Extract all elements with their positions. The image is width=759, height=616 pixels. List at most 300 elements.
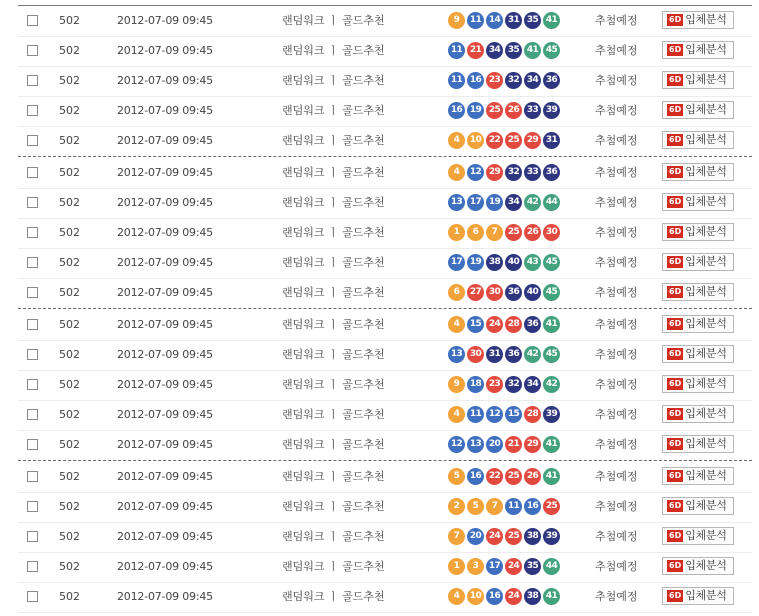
lotto-ball: 30 [543, 224, 560, 241]
list-item [18, 188, 752, 219]
lotto-numbers [448, 588, 562, 606]
lotto-numbers [448, 376, 562, 394]
3d-analysis-button[interactable] [662, 467, 734, 485]
draw-status: 추첨예정 [595, 74, 638, 87]
lotto-ball: 16 [486, 588, 503, 605]
lotto-ball: 4 [448, 132, 465, 149]
lotto-ball: 18 [467, 376, 484, 393]
3d-analysis-button[interactable] [662, 435, 734, 453]
select-checkbox[interactable] [27, 439, 38, 450]
round-number: 502 [59, 590, 80, 603]
draw-status: 추첨예정 [595, 226, 638, 239]
list-item [18, 462, 752, 493]
lotto-numbers [448, 316, 562, 334]
list-item [18, 522, 752, 553]
created-datetime: 2012-07-09 09:45 [117, 104, 213, 117]
recommend-method: 랜덤워크 ㅣ 골드추천 [282, 104, 385, 117]
draw-status: 추첨예정 [595, 530, 638, 543]
6d-badge-icon: 6D [669, 287, 682, 296]
lotto-ball: 40 [505, 254, 522, 271]
draw-status: 추첨예정 [595, 378, 638, 391]
recommend-method: 랜덤워크 ㅣ 골드추천 [282, 74, 385, 87]
recommend-method: 랜덤워크 ㅣ 골드추천 [282, 286, 385, 299]
3d-analysis-button[interactable] [662, 345, 734, 363]
draw-status: 추첨예정 [595, 134, 638, 147]
lotto-ball: 41 [543, 468, 560, 485]
list-item [18, 492, 752, 523]
lotto-ball: 22 [486, 132, 503, 149]
lotto-ball: 31 [505, 12, 522, 29]
select-checkbox[interactable] [27, 409, 38, 420]
recommend-method: 랜덤워크 ㅣ 골드추천 [282, 318, 385, 331]
list-item [18, 96, 752, 127]
select-checkbox[interactable] [27, 15, 38, 26]
lotto-ball: 32 [505, 376, 522, 393]
6d-badge-icon: 6D [669, 75, 682, 84]
created-datetime: 2012-07-09 09:45 [117, 166, 213, 179]
recommend-method: 랜덤워크 ㅣ 골드추천 [282, 134, 385, 147]
3d-analysis-button[interactable] [662, 315, 734, 333]
lotto-ball: 25 [505, 528, 522, 545]
lotto-numbers [448, 468, 562, 486]
round-number: 502 [59, 378, 80, 391]
lotto-ball: 19 [486, 194, 503, 211]
lotto-ball: 41 [524, 42, 541, 59]
round-number: 502 [59, 560, 80, 573]
lotto-ball: 23 [486, 376, 503, 393]
created-datetime: 2012-07-09 09:45 [117, 560, 213, 573]
lotto-ball: 11 [505, 498, 522, 515]
lotto-ball: 12 [486, 406, 503, 423]
draw-status: 추첨예정 [595, 166, 638, 179]
recommend-method: 랜덤워크 ㅣ 골드추천 [282, 438, 385, 451]
lotto-ball: 17 [448, 254, 465, 271]
created-datetime: 2012-07-09 09:45 [117, 378, 213, 391]
lotto-ball: 45 [543, 254, 560, 271]
lotto-ball: 26 [524, 224, 541, 241]
lotto-ball: 30 [486, 284, 503, 301]
round-number: 502 [59, 196, 80, 209]
lotto-ball: 34 [524, 72, 541, 89]
created-datetime: 2012-07-09 09:45 [117, 44, 213, 57]
round-number: 502 [59, 438, 80, 451]
lotto-ball: 4 [448, 406, 465, 423]
analysis-button-label: 입체분석 [685, 407, 727, 420]
round-number: 502 [59, 500, 80, 513]
select-checkbox[interactable] [27, 319, 38, 330]
lotto-ball: 41 [543, 588, 560, 605]
3d-analysis-button[interactable] [662, 375, 734, 393]
lotto-ball: 9 [448, 12, 465, 29]
6d-badge-icon: 6D [669, 379, 682, 388]
lotto-numbers [448, 346, 562, 364]
round-number: 502 [59, 530, 80, 543]
6d-badge-icon: 6D [669, 167, 682, 176]
analysis-button-label: 입체분석 [685, 255, 727, 268]
lotto-ball: 25 [543, 498, 560, 515]
lotto-ball: 19 [467, 254, 484, 271]
lotto-ball: 9 [448, 376, 465, 393]
lotto-ball: 29 [524, 132, 541, 149]
lotto-ball: 19 [467, 102, 484, 119]
6d-badge-icon: 6D [669, 227, 682, 236]
draw-status: 추첨예정 [595, 408, 638, 421]
analysis-button-label: 입체분석 [685, 529, 727, 542]
lotto-ball: 35 [524, 558, 541, 575]
3d-analysis-button[interactable] [662, 71, 734, 89]
lotto-ball: 29 [524, 436, 541, 453]
round-number: 502 [59, 256, 80, 269]
created-datetime: 2012-07-09 09:45 [117, 348, 213, 361]
round-number: 502 [59, 470, 80, 483]
lotto-ball: 4 [448, 164, 465, 181]
lotto-ball: 20 [486, 436, 503, 453]
recommend-method: 랜덤워크 ㅣ 골드추천 [282, 44, 385, 57]
list-item [18, 430, 752, 461]
analysis-button-label: 입체분석 [685, 103, 727, 116]
3d-analysis-button[interactable] [662, 283, 734, 301]
3d-analysis-button[interactable] [662, 131, 734, 149]
recommend-method: 랜덤워크 ㅣ 골드추천 [282, 14, 385, 27]
lotto-ball: 25 [505, 468, 522, 485]
analysis-button-label: 입체분석 [685, 195, 727, 208]
lotto-ball: 7 [486, 224, 503, 241]
created-datetime: 2012-07-09 09:45 [117, 470, 213, 483]
lotto-ball: 10 [467, 132, 484, 149]
lotto-ball: 21 [467, 42, 484, 59]
lotto-numbers [448, 194, 562, 212]
list-item [18, 248, 752, 279]
3d-analysis-button[interactable] [662, 587, 734, 605]
lotto-ball: 4 [448, 316, 465, 333]
select-checkbox[interactable] [27, 227, 38, 238]
draw-status: 추첨예정 [595, 438, 638, 451]
lotto-ball: 16 [448, 102, 465, 119]
lotto-ball: 7 [486, 498, 503, 515]
draw-status: 추첨예정 [595, 470, 638, 483]
recommend-method: 랜덤워크 ㅣ 골드추천 [282, 500, 385, 513]
list-item [18, 158, 752, 189]
lotto-ball: 42 [524, 194, 541, 211]
lotto-ball: 43 [524, 254, 541, 271]
lotto-ball: 13 [448, 346, 465, 363]
select-checkbox[interactable] [27, 167, 38, 178]
round-number: 502 [59, 134, 80, 147]
recommend-method: 랜덤워크 ㅣ 골드추천 [282, 530, 385, 543]
analysis-button-label: 입체분석 [685, 133, 727, 146]
lotto-ball: 12 [467, 164, 484, 181]
lotto-ball: 39 [543, 102, 560, 119]
created-datetime: 2012-07-09 09:45 [117, 74, 213, 87]
lotto-ball: 1 [448, 224, 465, 241]
created-datetime: 2012-07-09 09:45 [117, 318, 213, 331]
select-checkbox[interactable] [27, 471, 38, 482]
6d-badge-icon: 6D [669, 257, 682, 266]
draw-status: 추첨예정 [595, 500, 638, 513]
lotto-numbers [448, 132, 562, 150]
recommend-method: 랜덤워크 ㅣ 골드추천 [282, 196, 385, 209]
6d-badge-icon: 6D [669, 105, 682, 114]
draw-status: 추첨예정 [595, 104, 638, 117]
lotto-ball: 26 [524, 468, 541, 485]
analysis-button-label: 입체분석 [685, 589, 727, 602]
3d-analysis-button[interactable] [662, 527, 734, 545]
lotto-ball: 36 [543, 164, 560, 181]
lotto-ball: 35 [505, 42, 522, 59]
lotto-ball: 4 [448, 588, 465, 605]
round-number: 502 [59, 166, 80, 179]
lotto-numbers [448, 254, 562, 272]
6d-badge-icon: 6D [669, 135, 682, 144]
analysis-button-label: 입체분석 [685, 499, 727, 512]
lotto-ball: 42 [524, 346, 541, 363]
select-checkbox[interactable] [27, 561, 38, 572]
lotto-ball: 33 [524, 102, 541, 119]
list-item [18, 582, 752, 613]
lotto-numbers [448, 406, 562, 424]
recommend-method: 랜덤워크 ㅣ 골드추천 [282, 378, 385, 391]
lotto-ball: 5 [448, 468, 465, 485]
lotto-ball: 30 [467, 346, 484, 363]
lotto-ball: 32 [505, 164, 522, 181]
list-item [18, 66, 752, 97]
lotto-ball: 29 [486, 164, 503, 181]
created-datetime: 2012-07-09 09:45 [117, 286, 213, 299]
recommend-method: 랜덤워크 ㅣ 골드추천 [282, 408, 385, 421]
analysis-button-label: 입체분석 [685, 377, 727, 390]
select-checkbox[interactable] [27, 379, 38, 390]
select-checkbox[interactable] [27, 591, 38, 602]
draw-status: 추첨예정 [595, 14, 638, 27]
analysis-button-label: 입체분석 [685, 469, 727, 482]
3d-analysis-button[interactable] [662, 223, 734, 241]
lotto-ball: 24 [486, 528, 503, 545]
round-number: 502 [59, 74, 80, 87]
draw-status: 추첨예정 [595, 286, 638, 299]
list-item [18, 278, 752, 309]
lotto-ball: 25 [486, 102, 503, 119]
3d-analysis-button[interactable] [662, 557, 734, 575]
created-datetime: 2012-07-09 09:45 [117, 196, 213, 209]
lotto-ball: 45 [543, 42, 560, 59]
6d-badge-icon: 6D [669, 45, 682, 54]
lotto-ball: 39 [543, 528, 560, 545]
draw-status: 추첨예정 [595, 348, 638, 361]
lotto-ball: 23 [486, 72, 503, 89]
list-item [18, 400, 752, 431]
lotto-ball: 15 [467, 316, 484, 333]
recommend-method: 랜덤워크 ㅣ 골드추천 [282, 226, 385, 239]
lotto-ball: 28 [524, 406, 541, 423]
3d-analysis-button[interactable] [662, 41, 734, 59]
select-checkbox[interactable] [27, 257, 38, 268]
analysis-button-label: 입체분석 [685, 13, 727, 26]
created-datetime: 2012-07-09 09:45 [117, 500, 213, 513]
lotto-ball: 41 [543, 12, 560, 29]
list-item [18, 310, 752, 341]
select-checkbox[interactable] [27, 349, 38, 360]
6d-badge-icon: 6D [669, 197, 682, 206]
recommend-method: 랜덤워크 ㅣ 골드추천 [282, 470, 385, 483]
lotto-ball: 17 [486, 558, 503, 575]
list-item [18, 552, 752, 583]
lotto-ball: 39 [543, 406, 560, 423]
lotto-ball: 15 [505, 406, 522, 423]
lotto-ball: 16 [467, 468, 484, 485]
lotto-ball: 11 [448, 42, 465, 59]
lotto-numbers [448, 498, 562, 516]
select-checkbox[interactable] [27, 287, 38, 298]
select-checkbox[interactable] [27, 135, 38, 146]
lotto-ball: 44 [543, 194, 560, 211]
lotto-ball: 24 [486, 316, 503, 333]
lotto-numbers [448, 42, 562, 60]
lotto-ball: 16 [524, 498, 541, 515]
recommend-method: 랜덤워크 ㅣ 골드추천 [282, 256, 385, 269]
lotto-ball: 31 [543, 132, 560, 149]
lotto-ball: 24 [505, 588, 522, 605]
lotto-ball: 11 [448, 72, 465, 89]
lotto-ball: 36 [524, 316, 541, 333]
round-number: 502 [59, 44, 80, 57]
6d-badge-icon: 6D [669, 471, 682, 480]
lotto-ball: 2 [448, 498, 465, 515]
6d-badge-icon: 6D [669, 561, 682, 570]
round-number: 502 [59, 226, 80, 239]
lotto-ball: 35 [524, 12, 541, 29]
select-checkbox[interactable] [27, 75, 38, 86]
recommend-method: 랜덤워크 ㅣ 골드추천 [282, 590, 385, 603]
lotto-ball: 10 [467, 588, 484, 605]
draw-status: 추첨예정 [595, 196, 638, 209]
lotto-ball: 5 [467, 498, 484, 515]
created-datetime: 2012-07-09 09:45 [117, 134, 213, 147]
list-item [18, 36, 752, 67]
lotto-numbers [448, 102, 562, 120]
list-item [18, 370, 752, 401]
lotto-ball: 7 [448, 528, 465, 545]
lotto-ball: 34 [524, 376, 541, 393]
lotto-ball: 34 [486, 42, 503, 59]
lotto-ball: 25 [505, 224, 522, 241]
analysis-button-label: 입체분석 [685, 73, 727, 86]
lotto-numbers [448, 72, 562, 90]
lotto-ball: 36 [505, 346, 522, 363]
select-checkbox[interactable] [27, 45, 38, 56]
created-datetime: 2012-07-09 09:45 [117, 438, 213, 451]
list-item [18, 6, 752, 37]
created-datetime: 2012-07-09 09:45 [117, 590, 213, 603]
lotto-ball: 31 [486, 346, 503, 363]
lotto-ball: 21 [505, 436, 522, 453]
created-datetime: 2012-07-09 09:45 [117, 530, 213, 543]
analysis-button-label: 입체분석 [685, 43, 727, 56]
lotto-ball: 24 [505, 558, 522, 575]
lotto-numbers [448, 164, 562, 182]
round-number: 502 [59, 286, 80, 299]
6d-badge-icon: 6D [669, 409, 682, 418]
lotto-ball: 34 [505, 194, 522, 211]
6d-badge-icon: 6D [669, 439, 682, 448]
created-datetime: 2012-07-09 09:45 [117, 408, 213, 421]
round-number: 502 [59, 14, 80, 27]
analysis-button-label: 입체분석 [685, 559, 727, 572]
lotto-numbers [448, 284, 562, 302]
lotto-ball: 41 [543, 316, 560, 333]
lotto-ball: 44 [543, 558, 560, 575]
draw-status: 추첨예정 [595, 256, 638, 269]
lotto-ball: 6 [467, 224, 484, 241]
lotto-ball: 38 [486, 254, 503, 271]
3d-analysis-button[interactable] [662, 163, 734, 181]
recommend-method: 랜덤워크 ㅣ 골드추천 [282, 348, 385, 361]
analysis-button-label: 입체분석 [685, 317, 727, 330]
select-checkbox[interactable] [27, 501, 38, 512]
lotto-ball: 41 [543, 436, 560, 453]
round-number: 502 [59, 104, 80, 117]
analysis-button-label: 입체분석 [685, 165, 727, 178]
3d-analysis-button[interactable] [662, 193, 734, 211]
lotto-numbers [448, 436, 562, 454]
lotto-ball: 42 [543, 376, 560, 393]
lotto-ball: 33 [524, 164, 541, 181]
3d-analysis-button[interactable] [662, 497, 734, 515]
select-checkbox[interactable] [27, 531, 38, 542]
select-checkbox[interactable] [27, 197, 38, 208]
lotto-ball: 28 [505, 316, 522, 333]
lotto-ball: 22 [486, 468, 503, 485]
3d-analysis-button[interactable] [662, 253, 734, 271]
lotto-ball: 38 [524, 588, 541, 605]
lotto-ball: 25 [505, 132, 522, 149]
round-number: 502 [59, 318, 80, 331]
6d-badge-icon: 6D [669, 15, 682, 24]
created-datetime: 2012-07-09 09:45 [117, 14, 213, 27]
list-item [18, 340, 752, 371]
lotto-ball: 40 [524, 284, 541, 301]
lotto-numbers [448, 12, 562, 30]
lotto-ball: 11 [467, 12, 484, 29]
lotto-ball: 6 [448, 284, 465, 301]
analysis-button-label: 입체분석 [685, 437, 727, 450]
lotto-numbers [448, 224, 562, 242]
6d-badge-icon: 6D [669, 591, 682, 600]
draw-status: 추첨예정 [595, 560, 638, 573]
6d-badge-icon: 6D [669, 501, 682, 510]
draw-status: 추첨예정 [595, 318, 638, 331]
6d-badge-icon: 6D [669, 319, 682, 328]
analysis-button-label: 입체분석 [685, 347, 727, 360]
lotto-ball: 45 [543, 346, 560, 363]
recommend-method: 랜덤워크 ㅣ 골드추천 [282, 560, 385, 573]
lotto-ball: 36 [543, 72, 560, 89]
list-item [18, 218, 752, 249]
3d-analysis-button[interactable] [662, 101, 734, 119]
select-checkbox[interactable] [27, 105, 38, 116]
lotto-ball: 38 [524, 528, 541, 545]
analysis-button-label: 입체분석 [685, 225, 727, 238]
lotto-ball: 1 [448, 558, 465, 575]
3d-analysis-button[interactable] [662, 11, 734, 29]
list-item [18, 126, 752, 157]
lotto-ball: 36 [505, 284, 522, 301]
round-number: 502 [59, 348, 80, 361]
lotto-ball: 11 [467, 406, 484, 423]
6d-badge-icon: 6D [669, 349, 682, 358]
lotto-ball: 20 [467, 528, 484, 545]
lotto-ball: 13 [467, 436, 484, 453]
3d-analysis-button[interactable] [662, 405, 734, 423]
